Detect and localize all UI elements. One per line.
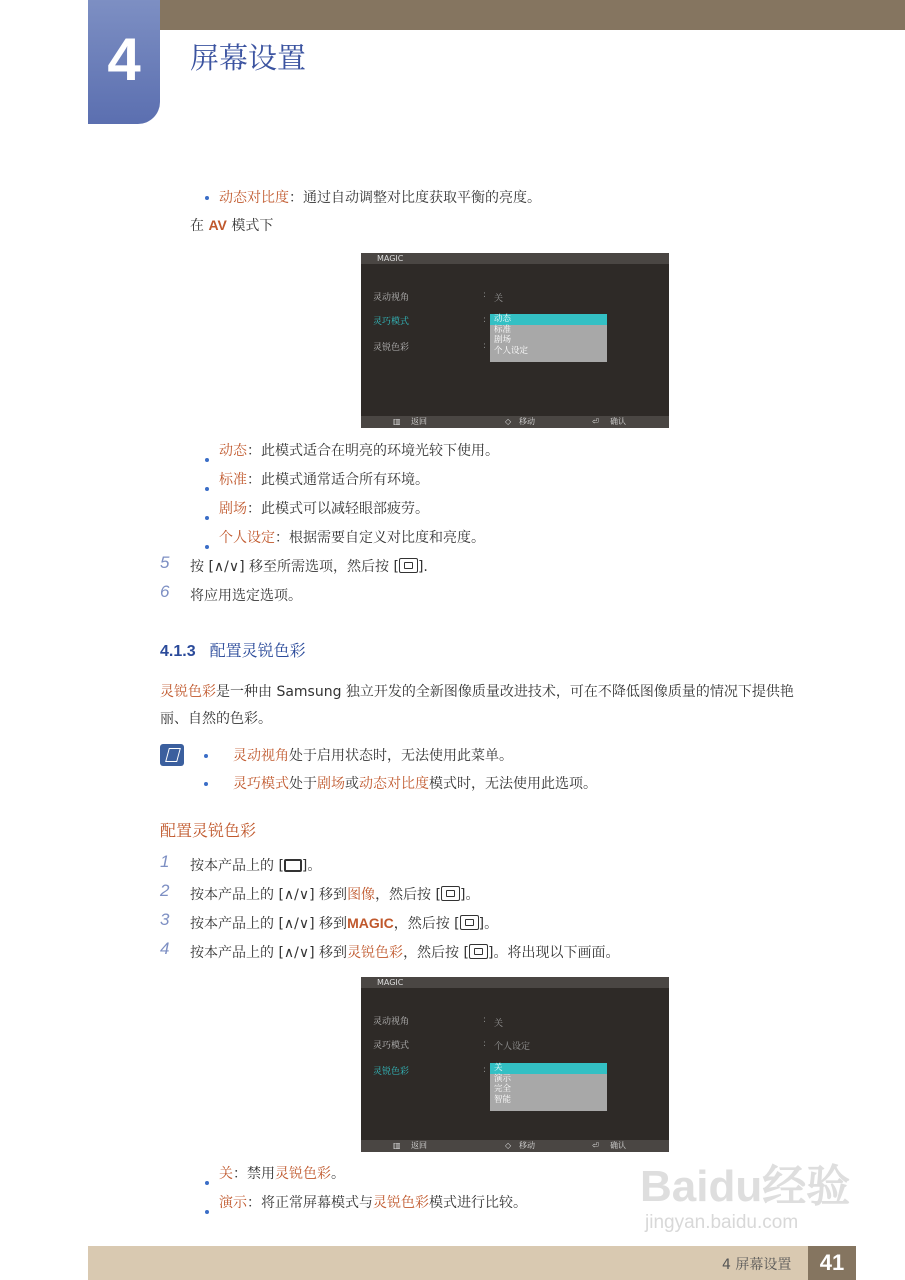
osd-dropdown [490,1063,607,1111]
bullet-dot [205,1181,209,1185]
section-number: 4.1.3 [160,643,196,660]
note-item [233,773,597,793]
bullet-dot [205,196,209,200]
option-bullet [219,1163,345,1183]
text: 按本产品上的 [ [190,858,284,874]
note-icon [160,744,184,766]
term: 灵巧模式 [233,776,289,792]
bullet-dynamic-contrast [219,187,541,207]
text: 是一种由 Samsung 独立开发的全新图像质量改进技术，可在不降低图像质量的情况下提供艳 [216,684,794,700]
term: MAGIC [347,915,394,931]
option-bullet [219,1192,527,1212]
watermark-url: jingyan.baidu.com [645,1212,799,1233]
text: ：此模式可以减轻眼部疲劳。 [247,501,429,517]
text: ，然后按 [ [393,916,460,932]
text: ：此模式通常适合所有环境。 [247,472,429,488]
term: 动态 [219,443,247,459]
term: 灵锐色彩 [373,1195,429,1211]
bullet-dot [205,545,209,549]
intro-line-2: 丽、自然的色彩。 [160,711,272,727]
text: ，然后按 [ [375,887,441,903]
text: 。 [331,1166,345,1182]
osd-header: MAGIC [361,253,669,264]
up-down-key-icon: ∧/∨ [283,945,310,961]
osd-row-label: 灵锐色彩 [373,343,410,353]
text: ] 移到 [309,945,348,961]
osd-option: 剧场 [494,335,512,345]
text: 模式时，无法使用此选项。 [429,776,597,792]
mode-bullet [219,440,499,460]
text: ]。 [301,858,322,874]
text: ，然后按 [ [403,945,469,961]
enter-key-icon [460,915,479,930]
back-label: 返回 [411,417,427,426]
term: 图像 [347,887,376,903]
header-bar [160,0,905,30]
av-term: AV [208,217,227,233]
mode-bullet [219,527,485,547]
updown-icon: ◇ [505,1141,512,1150]
osd-option: 完全 [494,1084,512,1094]
note-item [233,745,513,765]
text: 按 [ [190,559,214,575]
osd-footer [361,416,669,428]
step-number: 6 [160,582,170,601]
text: 在 [190,218,209,234]
text: ：此模式适合在明亮的环境光较下使用。 [247,443,499,459]
section-title: 配置灵锐色彩 [209,641,306,660]
footer-chapter-label: 4 屏幕设置 [722,1257,792,1273]
watermark-logo: Baidu经验 [640,1162,851,1211]
enter-key-icon [399,558,418,573]
osd-row-label: 灵动视角 [373,293,410,303]
updown-icon: ◇ [505,417,512,426]
osd-row-value: 关 [494,1019,504,1029]
chapter-number-tab: 4 [88,0,160,124]
enter-icon: ⏎ [592,1141,599,1150]
text: ]. [417,559,428,575]
text: ：通过自动调整对比度获取平衡的亮度。 [289,190,541,206]
osd-row-label: 灵巧模式 [373,317,410,327]
step-text [190,556,428,576]
step-text [190,884,479,904]
menu-key-icon [284,859,302,872]
osd-option: 个人设定 [494,345,529,356]
text: ：将正常屏幕模式与 [247,1195,373,1211]
osd-dropdown [490,314,607,362]
osd-screen-magic-mode: MAGIC 灵动视角 : 关 灵巧模式 : 灵锐色彩 : 动态 标准 剧场 个人设定 ▥ 返回 ◇ 移动 ⏎ 确认 [361,253,669,428]
bullet-dot [205,1210,209,1214]
osd-row-label: 灵锐色彩 [373,1067,410,1077]
step-text [190,855,321,875]
menu-icon: ▥ [393,1141,401,1150]
text: ]。 [459,887,480,903]
confirm-label: 确认 [610,1141,626,1150]
step-number: 1 [160,852,170,871]
text: 模式下 [226,218,274,234]
term: 剧场 [317,776,345,792]
osd-option: 动态 [490,314,607,325]
term: 动态对比度 [359,776,429,792]
term: 动态对比度 [219,190,289,206]
term: 灵动视角 [233,748,289,764]
text: 处于 [289,776,317,792]
section-heading [160,638,306,661]
text: ] 移到 [309,916,348,932]
text: 按本产品上的 [ [190,887,284,903]
term: 关 [219,1166,233,1182]
av-mode-line [190,215,273,235]
step-text: 将应用选定选项。 [190,588,302,604]
term: 个人设定 [219,530,275,546]
osd-row-value: 个人设定 [494,1042,531,1052]
enter-key-icon [441,886,460,901]
bullet-dot [204,782,208,786]
step-number: 2 [160,881,170,900]
osd-footer [361,1140,669,1152]
step-number: 3 [160,910,170,929]
text: 按本产品上的 [ [190,945,284,961]
text: ：禁用 [233,1166,275,1182]
osd-row-label: 灵巧模式 [373,1041,410,1051]
osd-header: MAGIC [361,977,669,988]
page-number: 41 [808,1246,856,1280]
text: ]。将出现以下画面。 [487,945,620,961]
text: 或 [345,776,359,792]
osd-screen-magic-color: MAGIC 灵动视角 : 关 灵巧模式 : 个人设定 灵锐色彩 : 关 演示 完全 智能 ▥ 返回 ◇ 移动 ⏎ 确认 [361,977,669,1152]
menu-icon: ▥ [393,417,401,426]
term: 灵锐色彩 [275,1166,331,1182]
bullet-dot [205,458,209,462]
term: 灵锐色彩 [347,945,404,961]
step-number: 4 [160,939,170,958]
back-label: 返回 [411,1141,427,1150]
bullet-dot [204,754,208,758]
text: ]。 [478,916,499,932]
intro-line-1 [160,681,794,701]
osd-option: 演示 [494,1073,512,1084]
osd-option: 关 [490,1063,607,1074]
osd-option: 标准 [494,324,512,335]
up-down-key-icon: ∧/∨ [283,916,310,932]
enter-icon: ⏎ [592,417,599,426]
term: 标准 [219,472,247,488]
up-down-key-icon: ∧/∨ [283,887,310,903]
osd-option: 智能 [494,1094,512,1105]
bullet-dot [205,487,209,491]
chapter-title: 屏幕设置 [190,41,307,75]
mode-bullet [219,469,429,489]
text: 模式进行比较。 [429,1195,527,1211]
text: ] 移到 [309,887,348,903]
enter-key-icon [469,944,488,959]
osd-row-value: 关 [494,294,504,304]
bullet-dot [205,516,209,520]
text: 处于启用状态时，无法使用此菜单。 [289,748,513,764]
up-down-key-icon: ∧/∨ [213,559,240,575]
mode-bullet [219,498,429,518]
procedure-subtitle: 配置灵锐色彩 [160,821,257,840]
term: 灵锐色彩 [160,684,216,700]
term: 演示 [219,1195,247,1211]
text: 按本产品上的 [ [190,916,284,932]
step-text [190,913,498,933]
text: ] 移至所需选项，然后按 [ [239,559,399,575]
step-text [190,942,619,962]
step-number: 5 [160,553,170,572]
confirm-label: 确认 [610,417,626,426]
term: 剧场 [219,501,247,517]
move-label: 移动 [519,1141,535,1150]
osd-row-label: 灵动视角 [373,1017,410,1027]
move-label: 移动 [519,417,535,426]
text: ：根据需要自定义对比度和亮度。 [275,530,485,546]
